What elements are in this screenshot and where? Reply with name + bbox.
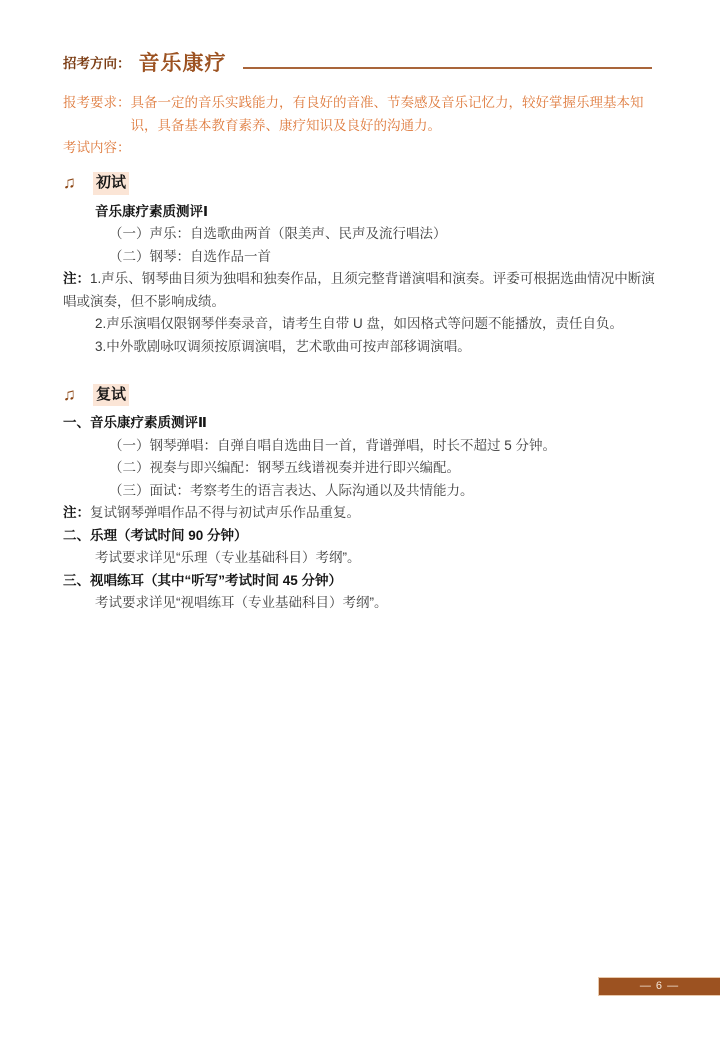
note-paragraph	[63, 268, 656, 313]
note-paragraph: 3.中外歌剧咏叹调须按原调演唱，艺术歌曲可按声部移调演唱。	[95, 338, 471, 354]
music-note-icon: ♫	[63, 384, 76, 404]
exam-content-label: 考试内容：	[63, 140, 131, 155]
header-rule	[243, 67, 653, 69]
requirements-label: 报考要求：	[63, 95, 131, 110]
note-label: 注：	[63, 271, 90, 286]
part2-detail: 考试要求详见“乐理（专业基础科目）考纲”。	[95, 550, 361, 565]
page-number: — 6 —	[639, 980, 680, 992]
list-item: （二）视奏与即兴编配：钢琴五线谱视奏并进行即兴编配。	[109, 460, 460, 475]
list-item: （二）钢琴：自选作品一首	[109, 248, 271, 264]
page-title: 音乐康疗	[138, 51, 227, 75]
direction-header	[63, 50, 656, 78]
note-text: 1.声乐、钢琴曲目须为独唱和独奏作品，且须完整背谱演唱和演奏。评委可根据选曲情况中断演唱或演奏，但不影响成绩。	[63, 271, 655, 309]
note-text: 复试钢琴弹唱作品不得与初试声乐作品重复。	[90, 505, 360, 520]
list-item: （三）面试：考察考生的语言表达、人际沟通以及共情能力。	[109, 482, 474, 498]
note-paragraph: 2.声乐演唱仅限钢琴伴奏录音，请考生自带 U 盘，如因格式等问题不能播放，责任自负。	[95, 316, 624, 331]
initial-test-subheading: 音乐康疗素质测评Ⅰ	[95, 203, 209, 219]
initial-test-heading	[63, 171, 656, 197]
note-paragraph	[63, 502, 656, 525]
part2-title: 二、乐理（考试时间 90 分钟）	[63, 527, 248, 543]
note-label: 注：	[63, 505, 90, 520]
list-item: （一）声乐：自选歌曲两首（限美声、民声及流行唱法）	[109, 226, 447, 241]
music-note-icon: ♫	[63, 173, 76, 193]
page-number-badge	[598, 977, 720, 996]
page-content	[63, 50, 656, 615]
part3-detail: 考试要求详见“视唱练耳（专业基础科目）考纲”。	[95, 595, 388, 610]
initial-test-title: 初试	[93, 172, 129, 195]
direction-label: 招考方向：	[63, 55, 131, 71]
second-test-heading	[63, 382, 656, 408]
requirements-text: 具备一定的音乐实践能力，有良好的音准、节奏感及音乐记忆力，较好掌握乐理基本知识，具备基本教育素养、康疗知识及良好的沟通力。	[130, 95, 644, 133]
application-requirements	[63, 92, 656, 137]
part1-title: 一、音乐康疗素质测评Ⅱ	[63, 415, 207, 430]
second-test-title: 复试	[93, 384, 129, 407]
list-item: （一）钢琴弹唱：自弹自唱自选曲目一首，背谱弹唱，时长不超过 5 分钟。	[109, 437, 557, 453]
part3-title: 三、视唱练耳（其中“听写”考试时间 45 分钟）	[63, 572, 343, 588]
